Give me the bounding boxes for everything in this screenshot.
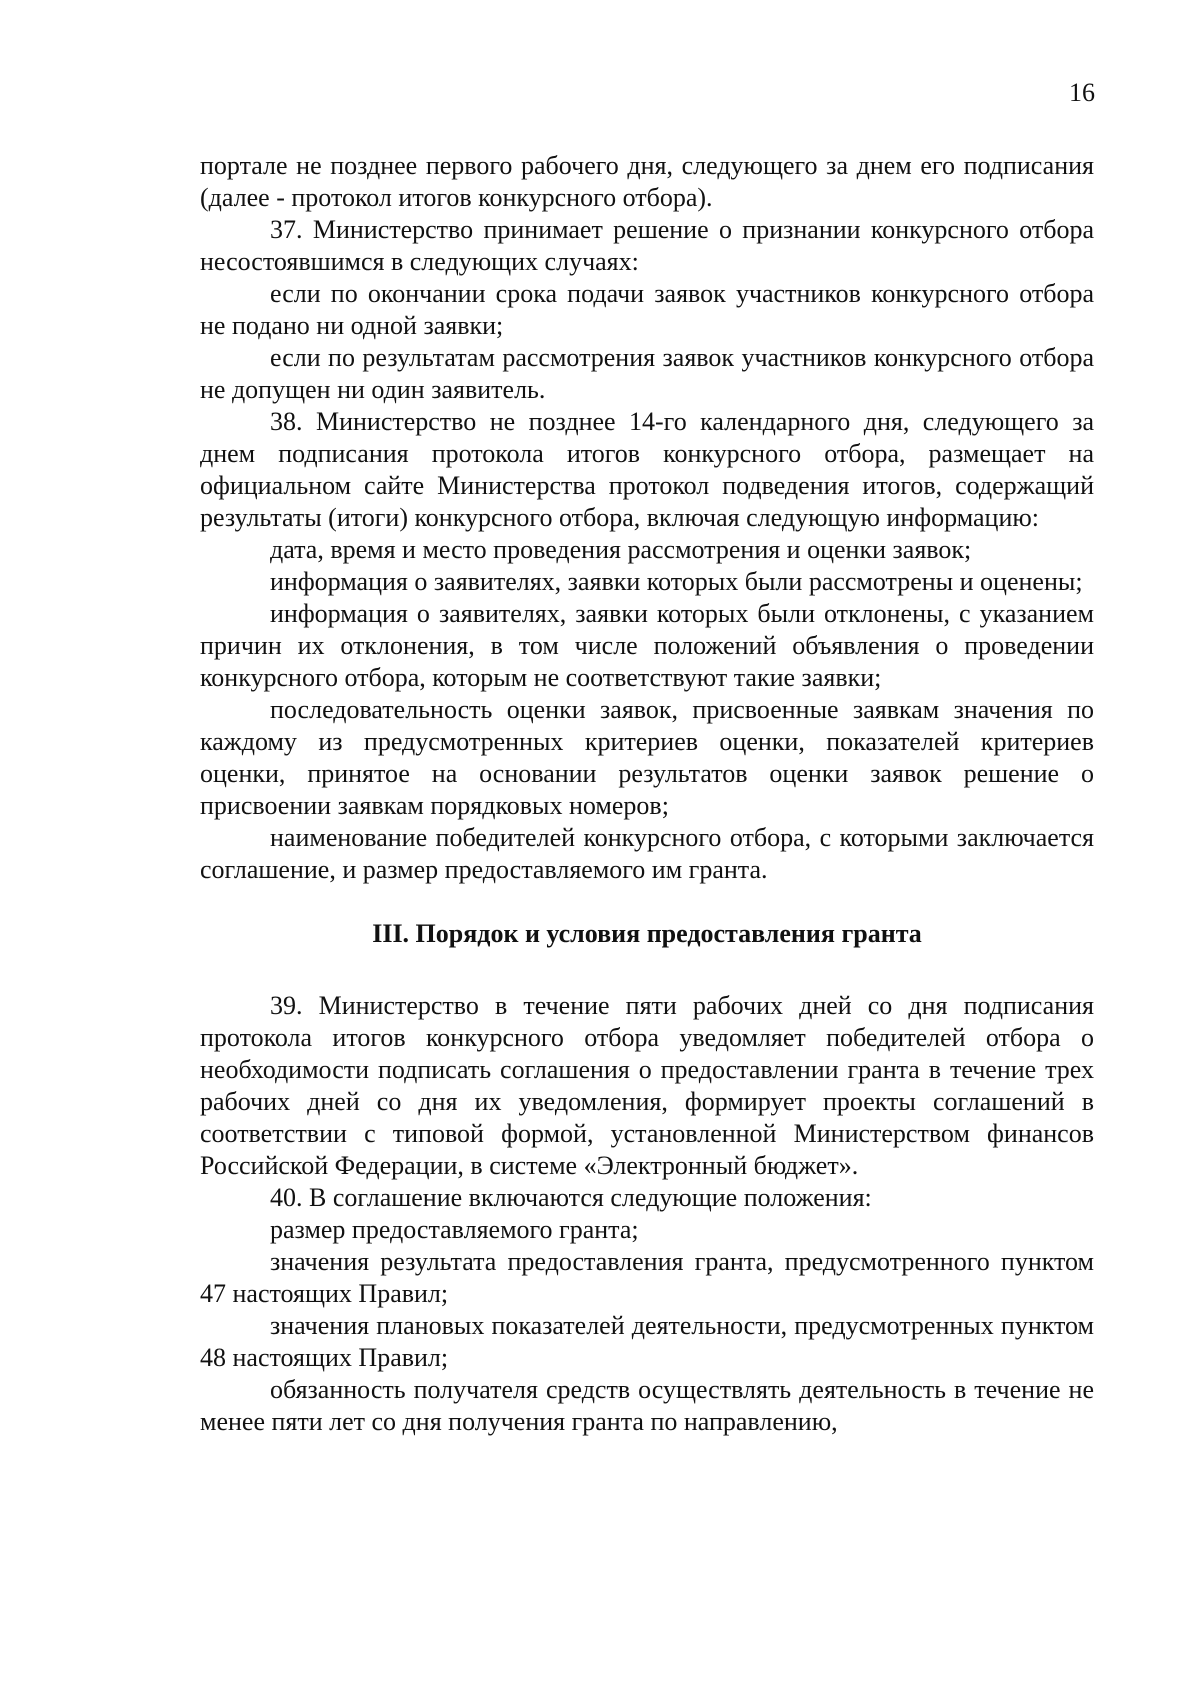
paragraph: обязанность получателя средств осуществлять деятельность в течение не менее пяти лет со дня получения гранта по направлению, xyxy=(200,1375,1094,1436)
paragraph: портале не позднее первого рабочего дня, следующего за днем его подписания (далее - протокол итогов конкурсного отбора). xyxy=(200,151,1094,212)
paragraphs-before-heading xyxy=(200,150,1094,886)
paragraph: 37. Министерство принимает решение о признании конкурсного отбора несостоявшимся в следующих случаях: xyxy=(200,215,1094,276)
paragraph: дата, время и место проведения рассмотрения и оценки заявок; xyxy=(270,535,972,564)
paragraph: 39. Министерство в течение пяти рабочих дней со дня подписания протокола итогов конкурсного отбора уведомляет победителей отбора о необходимости подписать соглашения о предоставлении гранта в течение трех рабочих дней со дня их уведомления, формирует проекты соглашений в соответствии с типовой формой, установленной Министерством финансов Российской Федерации, в системе «Электронный бюджет». xyxy=(200,991,1094,1180)
section-heading: III. Порядок и условия предоставления гранта xyxy=(372,919,922,948)
paragraph: 38. Министерство не позднее 14-го календарного дня, следующего за днем подписания протокола итогов конкурсного отбора, размещает на официальном сайте Министерства протокол подведения итогов, содержащий результаты (итоги) конкурсного отбора, включая следующую информацию: xyxy=(200,407,1094,532)
paragraph: информация о заявителях, заявки которых были отклонены, с указанием причин их отклонения, в том числе положений объявления о проведении конкурсного отбора, которым не соответствуют такие заявки; xyxy=(200,599,1094,692)
paragraph: если по окончании срока подачи заявок участников конкурсного отбора не подано ни одной заявки; xyxy=(200,279,1094,340)
paragraph: значения результата предоставления гранта, предусмотренного пунктом 47 настоящих Правил; xyxy=(200,1247,1094,1308)
paragraph: наименование победителей конкурсного отбора, с которыми заключается соглашение, и размер предоставляемого им гранта. xyxy=(200,823,1094,884)
paragraphs-after-heading xyxy=(200,990,1094,1438)
paragraph: размер предоставляемого гранта; xyxy=(270,1215,639,1244)
paragraph: последовательность оценки заявок, присвоенные заявкам значения по каждому из предусмотренных критериев оценки, показателей критериев оценки, принятое на основании результатов оценки заявок решение о присвоении заявкам порядковых номеров; xyxy=(200,695,1094,820)
document-body xyxy=(200,150,1094,1438)
paragraph: если по результатам рассмотрения заявок участников конкурсного отбора не допущен ни один заявитель. xyxy=(200,343,1094,404)
paragraph: информация о заявителях, заявки которых были рассмотрены и оценены; xyxy=(270,567,1083,596)
paragraph: значения плановых показателей деятельности, предусмотренных пунктом 48 настоящих Правил; xyxy=(200,1311,1094,1372)
paragraph: 40. В соглашение включаются следующие положения: xyxy=(270,1183,872,1212)
page-number: 16 xyxy=(1069,78,1095,107)
